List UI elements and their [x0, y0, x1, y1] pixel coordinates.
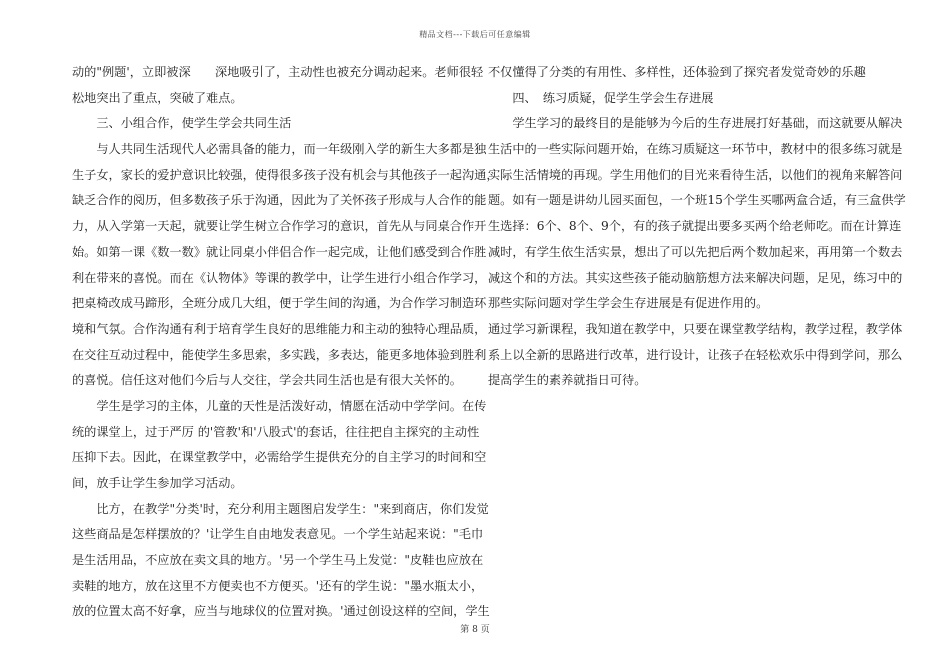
text-line: 题。如有一题是讲幼儿园买面包，一个班15个学生买哪两盒合适，有三盒供学: [488, 193, 906, 208]
text-line: 松地突出了重点，突破了难点。: [72, 90, 243, 105]
text-line: 把桌椅改成马蹄形，全班分成几大组，便于学生间的沟通，为合作学习制造环: [72, 296, 487, 311]
text-line: 境和气氛。合作沟通有利于培育学生良好的思维能力和主动的独特心理品质，: [72, 321, 487, 336]
text-line: 三、小组合作，使学生学会共同生活: [72, 116, 292, 131]
text-line: 缺乏合作的阅历，但多数孩子乐于沟通，因此为了关怀孩子形成与人合作的能: [72, 193, 487, 208]
text-line: 利在带来的喜悦。而在《认物体》等课的教学中，让学生进行小组合作学习，: [72, 270, 487, 285]
text-line: 的喜悦。信任这对他们今后与人交往，学会共同生活也是有很大关怀的。: [72, 373, 462, 388]
text-line: 卖鞋的地方，放在这里不方便卖也不方便买。'还有的学生说："墨水瓶太小，: [72, 578, 484, 593]
text-line: 这些商品是怎样摆放的？'让学生自由地发表意见。一个学生站起来说："毛巾: [72, 527, 484, 542]
right-column: [488, 60, 906, 394]
text-line: 减这个和的方法。其实这些孩子能动脑筋想方法来解决问题，足见，练习中的: [488, 270, 903, 285]
text-line: 力，从入学第一天起，就要让学生树立合作学习的意识，首先从与同桌合作开: [72, 219, 487, 234]
text-line: 系上以全新的思路进行改革，进行设计，让孩子在轻松欢乐中得到学问，那么: [488, 347, 903, 362]
text-line: 与人共同生活现代人必需具备的能力，而一年级刚入学的新生大多都是独: [72, 142, 487, 157]
text-line: 放的位置太高不好拿，应当与地球仪的位置对换。'通过创设这样的空间，学生: [72, 604, 490, 619]
text-line: 学生是学习的主体，儿童的天性是活泼好动，情愿在活动中学学问。在传: [72, 398, 487, 413]
text-line: 是生活用品，不应放在卖文具的地方。'另一个学生马上发觉："皮鞋也应放在: [72, 553, 484, 568]
text-line: 减时，有学生依生活实景，想出了可以先把后两个数加起来，再用第一个数去: [488, 244, 903, 259]
text-line: 生子女，家长的爱护意识比较强，使得很多孩子没有机会与其他孩子一起沟通，: [72, 167, 499, 182]
text-line: 在交往互动过程中，能使学生多思索，多实践，多表达，能更多地体验到胜利: [72, 347, 487, 362]
text-line: 提高学生的素养就指日可待。: [488, 373, 647, 388]
text-line: 生活中的一些实际问题开始，在练习质疑这一环节中，教材中的很多练习就是: [488, 142, 903, 157]
left-column: [72, 60, 499, 625]
text-line: 学生学习的最终目的是能够为今后的生存进展打好基础，而这就要从解决: [488, 116, 903, 131]
text-line: 四、 练习质疑，促学生学会生存进展: [488, 90, 714, 105]
text-line: 通过学习新课程，我知道在教学中，只要在课堂教学结构，教学过程，教学体: [488, 321, 903, 336]
page-header: 精品文档---下载后可任意编辑: [419, 30, 531, 39]
text-line: 生选择：6个、8个、9个，有的孩子就提出要多买两个给老师吃。而在计算连: [488, 219, 902, 234]
text-line: 那些实际问题对学生学会生存进展是有促进作用的。: [488, 296, 769, 311]
text-line: 动的"例题'，立即被深 深地吸引了，主动性也被充分调动起来。老师很轻: [72, 65, 484, 79]
text-line: 不仅懂得了分类的有用性、多样性，还体验到了探究者发觉奇妙的乐趣: [488, 65, 866, 79]
text-line: 压抑下去。因此，在课堂教学中，必需给学生提供充分的自主学习的时间和空: [72, 450, 487, 465]
text-line: 间，放手让学生参加学习活动。: [72, 476, 243, 490]
page-number: 第 8 页: [460, 625, 490, 635]
text-line: 比方，在教学"分类'时，充分利用主题图启发学生："来到商店，你们发觉: [72, 501, 489, 516]
text-line: 统的课堂上，过于严厉 的'管教'和'八股式'的套话，往往把自主探究的主动性: [72, 424, 480, 439]
text-line: 实际生活情境的再现。学生用他们的目光来看待生活，以他们的视角来解答问: [488, 167, 903, 182]
text-line: 始。如第一课《数一数》就让同桌小伴侣合作一起完成，让他们感受到合作胜: [72, 244, 487, 259]
